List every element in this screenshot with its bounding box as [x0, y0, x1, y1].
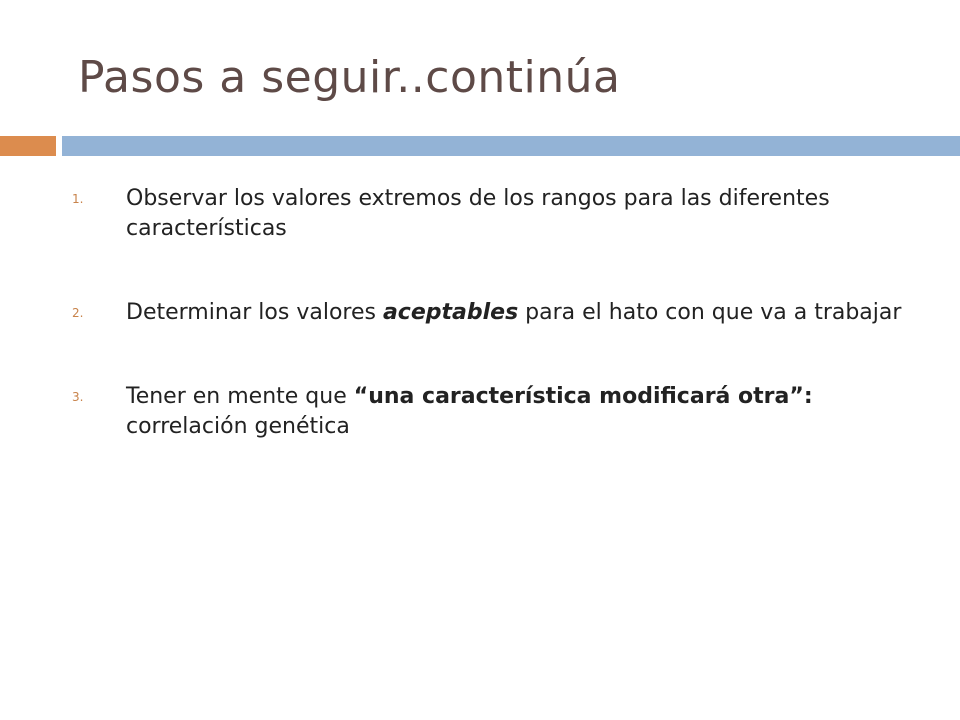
item-text-after: correlación genética	[126, 414, 350, 439]
item-emphasis: aceptables	[382, 300, 519, 325]
item-text-before: Tener en mente que	[126, 384, 354, 409]
accent-bar-orange	[0, 136, 56, 156]
list-item	[72, 382, 912, 442]
item-number: 2.	[72, 306, 84, 320]
item-text-after: para el hato con que va a trabajar	[518, 300, 902, 325]
item-text: Observar los valores extremos de los rangos para las diferentes características	[126, 186, 830, 241]
item-number: 3.	[72, 390, 84, 404]
steps-list	[72, 184, 912, 442]
list-item	[72, 184, 912, 244]
slide-title: Pasos a seguir..continúa	[78, 52, 621, 103]
item-text-before: Determinar los valores	[126, 300, 383, 325]
item-emphasis: “una característica modificará otra”:	[353, 384, 813, 409]
item-number: 1.	[72, 192, 84, 206]
accent-bar-blue	[62, 136, 960, 156]
list-item	[72, 298, 912, 328]
